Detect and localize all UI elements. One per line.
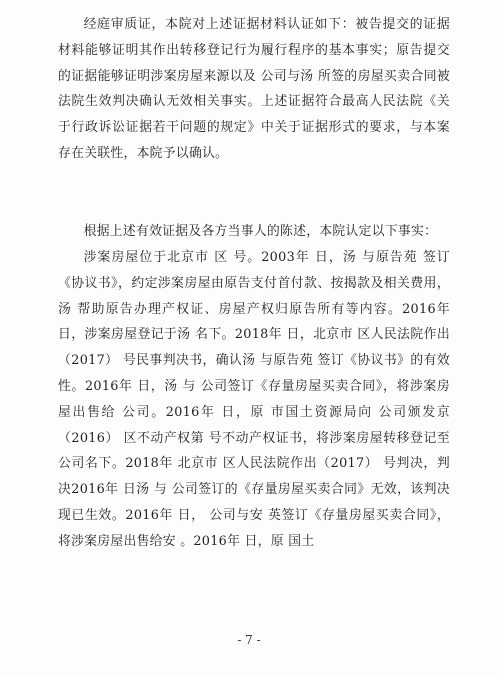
- paragraph-facts-intro: 根据上述有效证据及各方当事人的陈述，本院认定以下事实：: [83, 224, 438, 239]
- page-number: - 7 -: [237, 633, 261, 647]
- paragraph-evidence-findings: 经庭审质证，本院对上述证据材料认证如下：被告提交的证据材料能够证明其作出转移登记行为履行程序的基本事实；原告提交的证据能够证明涉案房屋来源以及 公司与汤 所签的房屋买卖合同被法院生效判决确认无效相关事实。上述证据符合最高人民法院《关于行政诉讼证据若干问题的规定》中关于证据形式的要求，与本案存在关联性，本院予以确认。: [58, 17, 450, 161]
- paragraph-facts-body: 涉案房屋位于北京市 区 号。2003年 日，汤 与原告苑 签订《协议书》，约定涉案房屋由原告支付首付款、按揭款及相关费用，汤 帮助原告办理产权证、房屋产权归原告所有等内容。2016年 日，涉案房屋登记于汤 名下。2018年 日，北京市 区人民法院作出（2017） 号民事判决书，确认汤 与原告苑 签订《协议书》的有效性。2016年 日，汤 与 公司签订《存量房屋买卖合同》，将涉案房屋出售给 公司。2016年 日，原 市国土资源局向 公司颁发京（2016） 区不动产权第 号不动产权证书，将涉案房屋转移登记至 公司名下。2018年 北京市 区人民法院作出（2017） 号判决，判决2016年 日汤 与 公司签订的《存量房屋买卖合同》无效，该判决现已生效。2016年 日， 公司与安 英签订《存量房屋买卖合同》，将涉案房屋出售给安 。2016年 日，原 国土: [58, 250, 450, 549]
